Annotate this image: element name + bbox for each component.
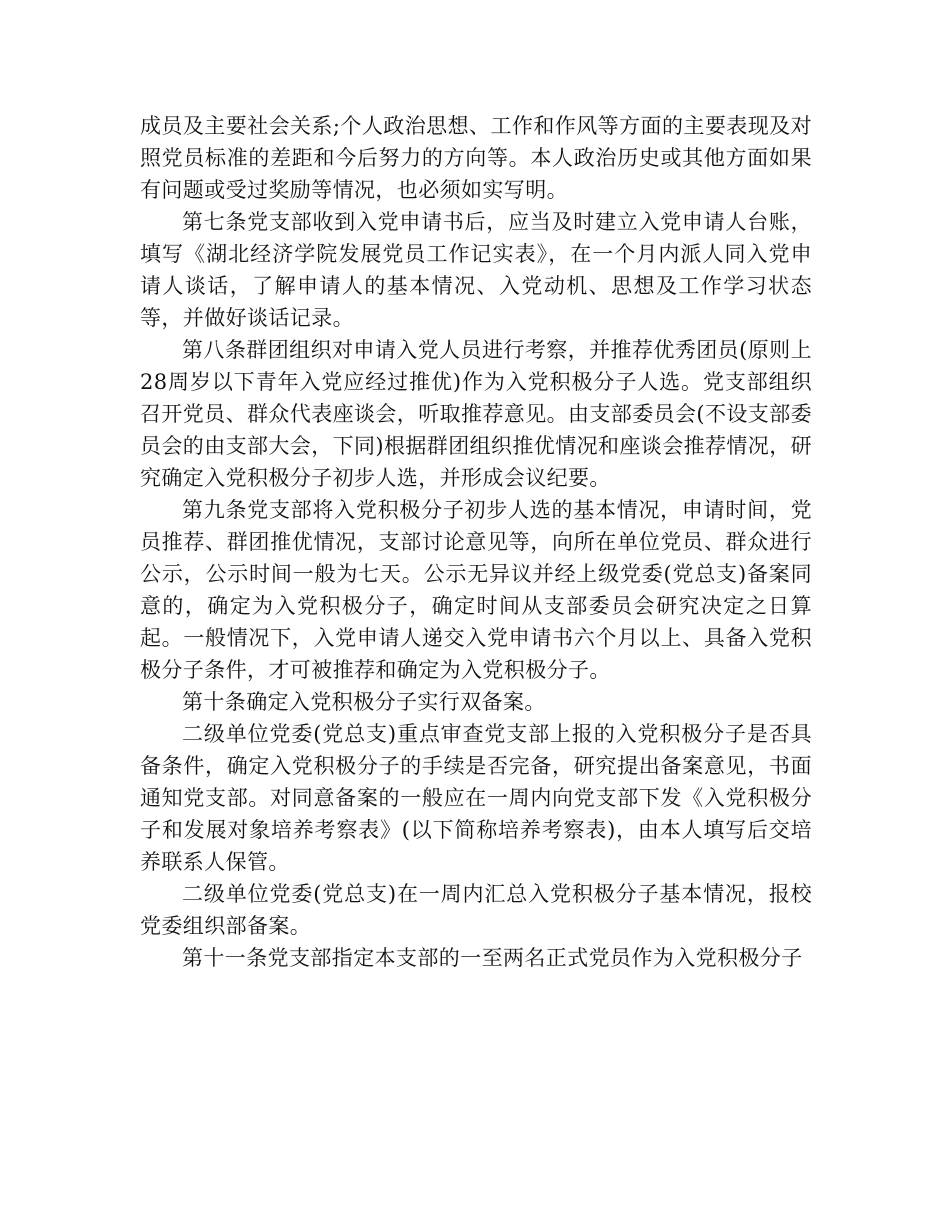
paragraph-article-9: 第九条党支部将入党积极分子初步人选的基本情况，申请时间，党员推荐、群团推优情况，支部讨论意见等，向所在单位党员、群众进行公示，公示时间一般为七天。公示无异议并经上级党委(党总支)备案同意的，确定为入党积极分子，确定时间从支部委员会研究决定之日算起。一般情况下，入党申请人递交入党申请书六个月以上、具备入党积极分子条件，才可被推荐和确定为入党积极分子。 <box>140 498 812 682</box>
paragraph-article-10-summary: 二级单位党委(党总支)在一周内汇总入党积极分子基本情况，报校党委组织部备案。 <box>140 882 812 938</box>
document-body <box>140 110 812 974</box>
paragraph-article-10: 第十条确定入党积极分子实行双备案。 <box>182 690 546 714</box>
paragraph-article-11: 第十一条党支部指定本支部的一至两名正式党员作为入党积极分子 <box>182 946 803 970</box>
paragraph-article-10-review: 二级单位党委(党总支)重点审查党支部上报的入党积极分子是否具备条件，确定入党积极分子的手续是否完备，研究提出备案意见，书面通知党支部。对同意备案的一般应在一周内向党支部下发《入党积极分子和发展对象培养考察表》(以下简称培养考察表)，由本人填写后交培养联系人保管。 <box>140 722 812 874</box>
paragraph-continuation: 成员及主要社会关系;个人政治思想、工作和作风等方面的主要表现及对照党员标准的差距和今后努力的方向等。本人政治历史或其他方面如果有问题或受过奖励等情况，也必须如实写明。 <box>140 114 812 202</box>
paragraph-article-8: 第八条群团组织对申请入党人员进行考察，并推荐优秀团员(原则上28周岁以下青年入党应经过推优)作为入党积极分子人选。党支部组织召开党员、群众代表座谈会，听取推荐意见。由支部委员会(不设支部委员会的由支部大会，下同)根据群团组织推优情况和座谈会推荐情况，研究确定入党积极分子初步人选，并形成会议纪要。 <box>140 338 812 490</box>
paragraph-article-7: 第七条党支部收到入党申请书后，应当及时建立入党申请人台账，填写《湖北经济学院发展党员工作记实表》，在一个月内派人同入党申请人谈话，了解申请人的基本情况、入党动机、思想及工作学习状态等，并做好谈话记录。 <box>140 210 812 330</box>
